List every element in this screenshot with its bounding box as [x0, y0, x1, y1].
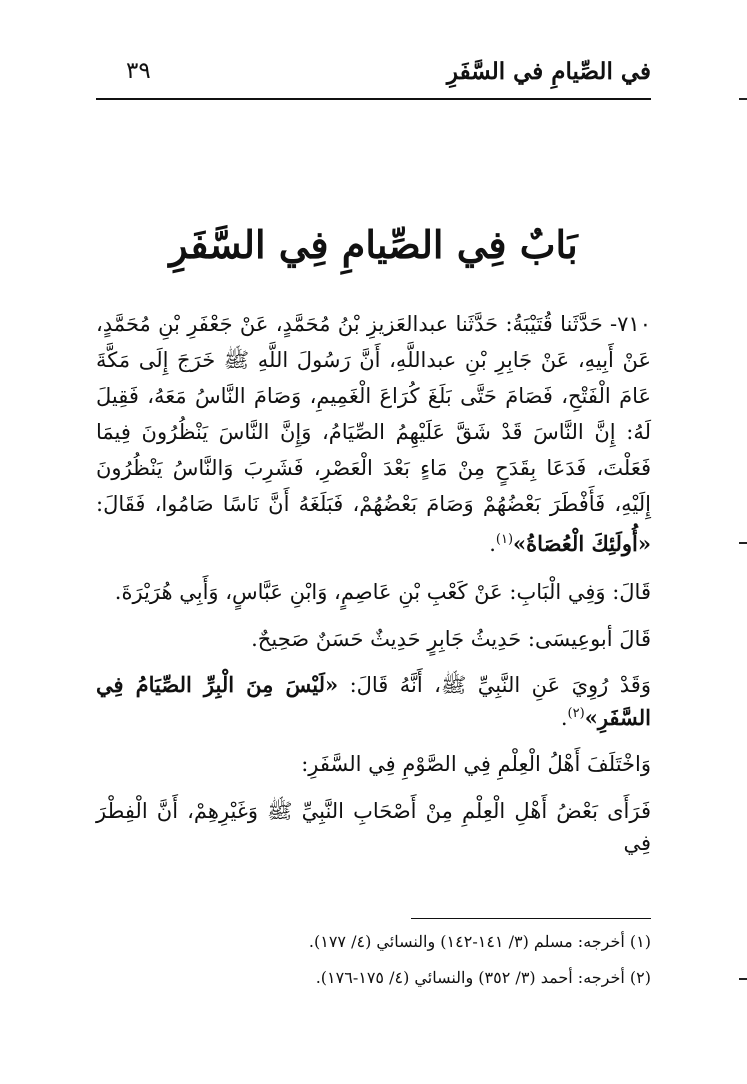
running-header [96, 52, 651, 96]
footnote-ref: (٢) [567, 705, 585, 721]
narration-end: . [560, 705, 568, 730]
hadith-paragraph [96, 306, 651, 562]
footnote-1: (١) أخرجه: مسلم (٣/ ١٤١-١٤٢) والنسائي (٤/ ١٧٧). [308, 932, 651, 951]
footnote-rule [411, 918, 651, 919]
margin-mark [739, 542, 747, 544]
main-text [96, 306, 651, 860]
narration-paragraph [96, 669, 651, 734]
footnote-ref: (١) [495, 532, 514, 547]
margin-mark [739, 98, 747, 100]
hadith-quote: «أُولَئِكَ الْعُصَاةُ» [513, 531, 651, 556]
grading-paragraph: قَالَ أبوعِيسَى: حَدِيثُ جَابِرٍ حَدِيثٌ حَسَنٌ صَحِيحٌ. [251, 626, 651, 651]
footnotes [96, 924, 651, 996]
footnote-2: (٢) أخرجه: أحمد (٣/ ٣٥٢) والنسائي (٤/ ١٧٥-١٧٦). [315, 968, 651, 987]
narration-quote: «لَيْسَ مِنَ الْبِرِّ الصِّيَامُ فِي السَّفَرِ» [96, 672, 651, 730]
margin-mark [739, 978, 747, 980]
hadith-end: . [489, 532, 496, 556]
narration-intro: وَقَدْ رُوِيَ عَنِ النَّبِيِّ ﷺ، أَنَّهُ قَالَ: [349, 673, 651, 698]
running-title: في الصِّيامِ في السَّفَرِ [446, 58, 651, 85]
header-rule [96, 98, 651, 100]
chapter-references-paragraph: قَالَ: وَفِي الْبَابِ: عَنْ كَعْبِ بْنِ عَاصِمٍ، وَابْنِ عَبَّاسٍ، وَأَبِي هُرَيْرَةَ. [114, 580, 651, 604]
scholars-differ-paragraph: وَاخْتَلَفَ أَهْلُ الْعِلْمِ فِي الصَّوْمِ فِي السَّفَرِ: [301, 752, 651, 777]
page-number: ٣٩ [126, 58, 151, 84]
scholars-view-paragraph: فَرَأَى بَعْضُ أَهْلِ الْعِلْمِ مِنْ أَصْحَابِ النَّبِيِّ ﷺ وَغَيْرِهِمْ، أَنَّ الْفِطْرَ فِي [96, 798, 651, 856]
chapter-title: بَابٌ فِي الصِّيامِ فِي السَّفَرِ [169, 222, 578, 267]
hadith-text: ٧١٠- حَدَّثَنا قُتَيْبَةُ: حَدَّثَنا عبدالعَزيزِ بْنُ مُحَمَّدٍ، عَنْ جَعْفَرِ بْنِ مُحَمَّدٍ، عَنْ أَبِيهِ، عَنْ جَابِرِ بْنِ عبداللَّهِ، أَنَّ رَسُولَ اللَّهِ ﷺ خَرَجَ إِلَى مَكَّةَ عَامَ الْفَتْحِ، فَصَامَ حَتَّى بَلَغَ كُرَاعَ الْغَمِيمِ، وَصَامَ النَّاسُ مَعَهُ، فَقِيلَ لَهُ: إِنَّ النَّاسَ قَدْ شَقَّ عَلَيْهِمُ الصِّيَامُ، وَإِنَّ النَّاسَ يَنْظُرُونَ فِيمَا فَعَلْتَ، فَدَعَا بِقَدَحٍ مِنْ مَاءٍ بَعْدَ الْعَصْرِ، فَشَرِبَ وَالنَّاسُ يَنْظُرُونَ إِلَيْهِ، فَأَفْطَرَ بَعْضُهُمْ وَصَامَ بَعْضُهُمْ، فَبَلَغَهُ أَنَّ نَاسًا صَامُوا، فَقَالَ: [96, 312, 651, 516]
